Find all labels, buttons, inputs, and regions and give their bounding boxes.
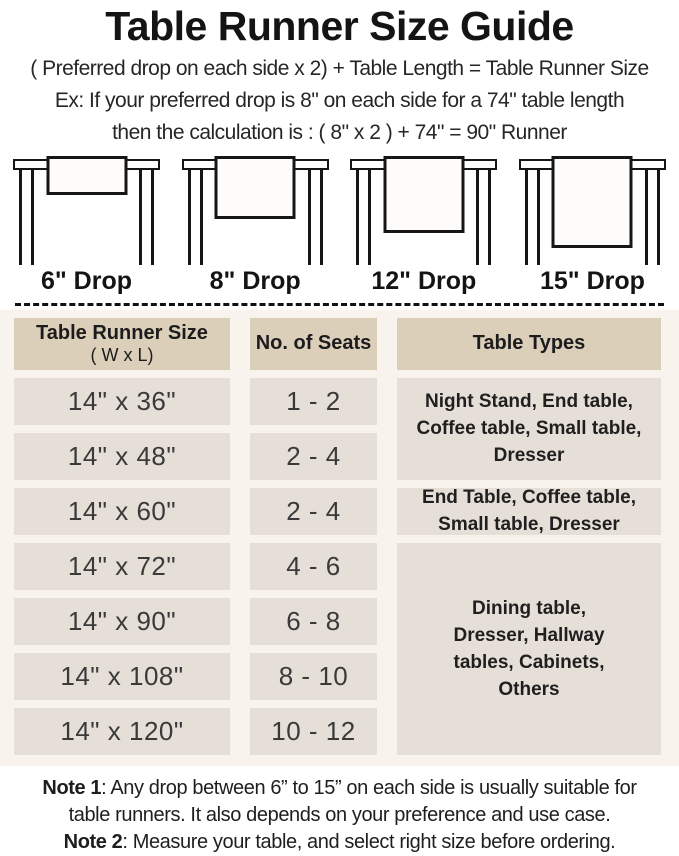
runner-shape-15in [552, 156, 633, 248]
size-cell: 14" x 60" [14, 488, 230, 535]
formula-text: ( Preferred drop on each side x 2) + Table Length = Table Runner Size [30, 57, 649, 81]
table-leg [476, 168, 479, 265]
table-leg [200, 168, 203, 265]
runner-shape-6in [46, 156, 127, 195]
table-types-cell-large: Dining table, Dresser, Hallway tables, Cabinets, Others [397, 543, 661, 755]
table-leg [368, 168, 371, 265]
table-leg [537, 168, 540, 265]
drop-labels [0, 265, 679, 303]
header-seats: No. of Seats [250, 318, 377, 370]
size-guide-table [14, 318, 664, 755]
size-cell: 14" x 36" [14, 378, 230, 425]
size-cell: 14" x 120" [14, 708, 230, 755]
size-cell: 14" x 72" [14, 543, 230, 590]
seats-cell: 4 - 6 [250, 543, 377, 590]
table-leg [19, 168, 22, 265]
drop-label-15in: 15" Drop [540, 266, 645, 295]
seats-cell: 2 - 4 [250, 433, 377, 480]
table-leg [308, 168, 311, 265]
table-illustration-8in [177, 155, 334, 265]
note-1-line-2: table runners. It also depends on your preference and use case. [68, 803, 611, 826]
table-leg [645, 168, 648, 265]
header-runner-size-title: Table Runner Size [36, 321, 208, 344]
table-leg [356, 168, 359, 265]
seats-cell: 2 - 4 [250, 488, 377, 535]
table-illustration-12in [345, 155, 502, 265]
table-types-cell-medium: End Table, Coffee table, Small table, Dresser [397, 488, 661, 535]
page-title: Table Runner Size Guide [105, 3, 574, 49]
seats-cell: 1 - 2 [250, 378, 377, 425]
note-1-line-1: Note 1: Any drop between 6” to 15” on each side is usually suitable for [42, 776, 637, 799]
table-leg [488, 168, 491, 265]
runner-shape-8in [215, 156, 296, 219]
drop-label-8in: 8" Drop [209, 266, 301, 295]
table-illustration-15in [514, 155, 671, 265]
table-leg [657, 168, 660, 265]
table-leg [31, 168, 34, 265]
notes-section [0, 766, 679, 856]
table-illustration-6in [8, 155, 165, 265]
drop-label-12in: 12" Drop [371, 266, 477, 295]
table-types-cell-small: Night Stand, End table, Coffee table, Small table, Dresser [397, 378, 661, 480]
seats-cell: 6 - 8 [250, 598, 377, 645]
note-2: Note 2: Measure your table, and select right size before ordering. [63, 830, 616, 853]
table-leg [525, 168, 528, 265]
header-runner-size-sub: ( W x L) [90, 344, 154, 365]
table-leg [320, 168, 323, 265]
header-table-types: Table Types [397, 318, 661, 370]
example-line-1: Ex: If your preferred drop is 8" on each side for a 74" table length [54, 89, 625, 113]
table-illustrations [0, 155, 679, 265]
size-cell: 14" x 48" [14, 433, 230, 480]
runner-shape-12in [383, 156, 464, 233]
dashed-divider [15, 303, 664, 306]
header-runner-size [14, 318, 230, 370]
seats-cell: 8 - 10 [250, 653, 377, 700]
size-guide-section [0, 310, 679, 766]
table-leg [151, 168, 154, 265]
table-leg [139, 168, 142, 265]
size-cell: 14" x 90" [14, 598, 230, 645]
seats-cell: 10 - 12 [250, 708, 377, 755]
table-leg [188, 168, 191, 265]
size-cell: 14" x 108" [14, 653, 230, 700]
drop-label-6in: 6" Drop [40, 266, 133, 295]
example-line-2: then the calculation is : ( 8" x 2 ) + 74" = 90" Runner [112, 121, 567, 145]
